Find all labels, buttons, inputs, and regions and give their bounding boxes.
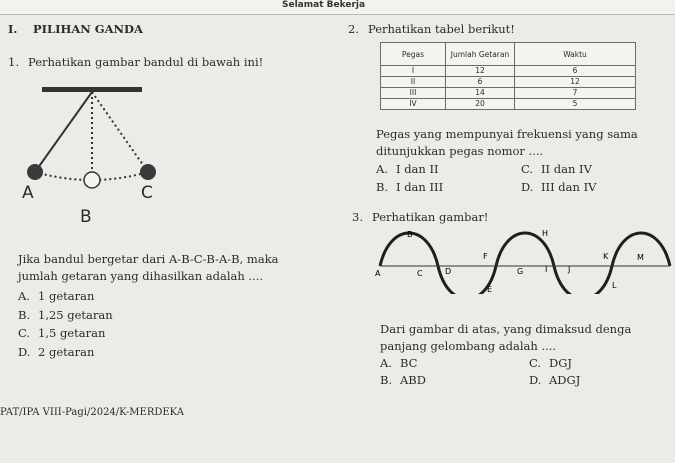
- q3-text: Perhatikan gambar!: [372, 210, 489, 224]
- q3-option-a: BC: [400, 356, 418, 370]
- q3-option-d: ADGJ: [549, 373, 581, 387]
- q3-option-c: DGJ: [549, 356, 573, 370]
- page-header: [0, 0, 675, 15]
- header-title: Selamat Bekerja: [282, 0, 366, 10]
- wave-label-m: M: [637, 253, 644, 262]
- q1-option-d-letter: D.: [18, 345, 31, 359]
- wave-label-e: E: [487, 285, 493, 294]
- table-row: [381, 77, 636, 88]
- q2-option-b: I dan III: [396, 180, 444, 194]
- q1-stem-line2: jumlah getaran yang dihasilkan adalah ....: [18, 269, 264, 283]
- pendulum-label-c: C: [141, 183, 153, 203]
- table-cell: 7: [515, 88, 636, 99]
- wave-figure: [372, 226, 675, 294]
- q3-option-a-letter: A.: [380, 356, 392, 370]
- pendulum-bob-b: [84, 172, 100, 188]
- table-cell: 12: [446, 66, 515, 77]
- section-number: I.: [8, 22, 18, 36]
- table-cell: 20: [446, 99, 515, 110]
- table-cell: 14: [446, 88, 515, 99]
- table-cell: 6: [446, 77, 515, 88]
- q3-stem-line2: panjang gelombang adalah ....: [380, 339, 557, 353]
- table-row: [381, 88, 636, 99]
- q3-option-d-letter: D.: [529, 373, 542, 387]
- wave-label-g: G: [517, 267, 524, 276]
- q1-option-a: 1 getaran: [38, 289, 95, 303]
- q1-option-a-letter: A.: [18, 289, 30, 303]
- q1-option-b: 1,25 getaran: [38, 308, 113, 322]
- table-cell: 5: [515, 99, 636, 110]
- table-cell: IV: [381, 99, 446, 110]
- q3-option-c-letter: C.: [529, 356, 542, 370]
- pendulum-string-right: [92, 92, 148, 172]
- wave-label-d: D: [445, 267, 452, 276]
- wave-label-l: L: [612, 281, 617, 290]
- wave-label-i: I: [545, 265, 548, 274]
- q3-option-b: ABD: [400, 373, 426, 387]
- table-cell: 12: [515, 77, 636, 88]
- section-title: PILIHAN GANDA: [33, 22, 143, 36]
- table-header: Waktu: [515, 43, 636, 66]
- wave-label-b: B: [407, 230, 413, 239]
- q2-stem-line1: Pegas yang mempunyai frekuensi yang sama: [376, 127, 638, 141]
- table-header: Jumlah Getaran: [446, 43, 515, 66]
- q2-option-b-letter: B.: [376, 180, 389, 194]
- pendulum-support: [42, 87, 142, 92]
- pendulum-bob-a: [27, 164, 43, 180]
- table-cell: II: [381, 77, 446, 88]
- wave-label-c: C: [417, 269, 423, 278]
- q2-text: Perhatikan tabel berikut!: [368, 22, 515, 36]
- spring-table: [380, 42, 636, 110]
- q2-option-d: III dan IV: [541, 180, 597, 194]
- table-row: [381, 99, 636, 110]
- table-header: Pegas: [381, 43, 446, 66]
- pendulum-label-a: A: [22, 183, 34, 203]
- q2-option-d-letter: D.: [521, 180, 534, 194]
- q3-stem-line1: Dari gambar di atas, yang dimaksud denga: [380, 322, 632, 336]
- page-footer: PAT/IPA VIII-Pagi/2024/K-MERDEKA: [0, 407, 184, 418]
- table-cell: III: [381, 88, 446, 99]
- wave-label-h: H: [542, 229, 549, 238]
- wave-label-a: A: [375, 269, 381, 278]
- q1-number: 1.: [8, 55, 19, 69]
- q1-stem-line1: Jika bandul bergetar dari A-B-C-B-A-B, maka: [18, 252, 279, 266]
- q1-option-b-letter: B.: [18, 308, 31, 322]
- pendulum-figure: [0, 80, 200, 230]
- q3-option-b-letter: B.: [380, 373, 393, 387]
- q2-option-a-letter: A.: [376, 162, 388, 176]
- wave-label-k: K: [603, 252, 609, 261]
- table-cell: 6: [515, 66, 636, 77]
- q1-option-c: 1,5 getaran: [38, 326, 106, 340]
- q2-option-c-letter: C.: [521, 162, 534, 176]
- table-row: [381, 66, 636, 77]
- q2-option-a: I dan II: [396, 162, 439, 176]
- wave-label-f: F: [483, 252, 488, 261]
- pendulum-bob-c: [140, 164, 156, 180]
- q2-stem-line2: ditunjukkan pegas nomor ....: [376, 144, 544, 158]
- wave-curve: [380, 233, 670, 294]
- wave-label-j: J: [568, 265, 571, 274]
- table-cell: I: [381, 66, 446, 77]
- q1-option-c-letter: C.: [18, 326, 31, 340]
- q1-text: Perhatikan gambar bandul di bawah ini!: [28, 55, 264, 69]
- q2-option-c: II dan IV: [541, 162, 592, 176]
- table-header-row: [381, 43, 636, 66]
- q1-option-d: 2 getaran: [38, 345, 95, 359]
- q3-number: 3.: [352, 210, 363, 224]
- pendulum-string-left: [35, 92, 92, 172]
- pendulum-label-b: B: [80, 207, 92, 227]
- q2-number: 2.: [348, 22, 359, 36]
